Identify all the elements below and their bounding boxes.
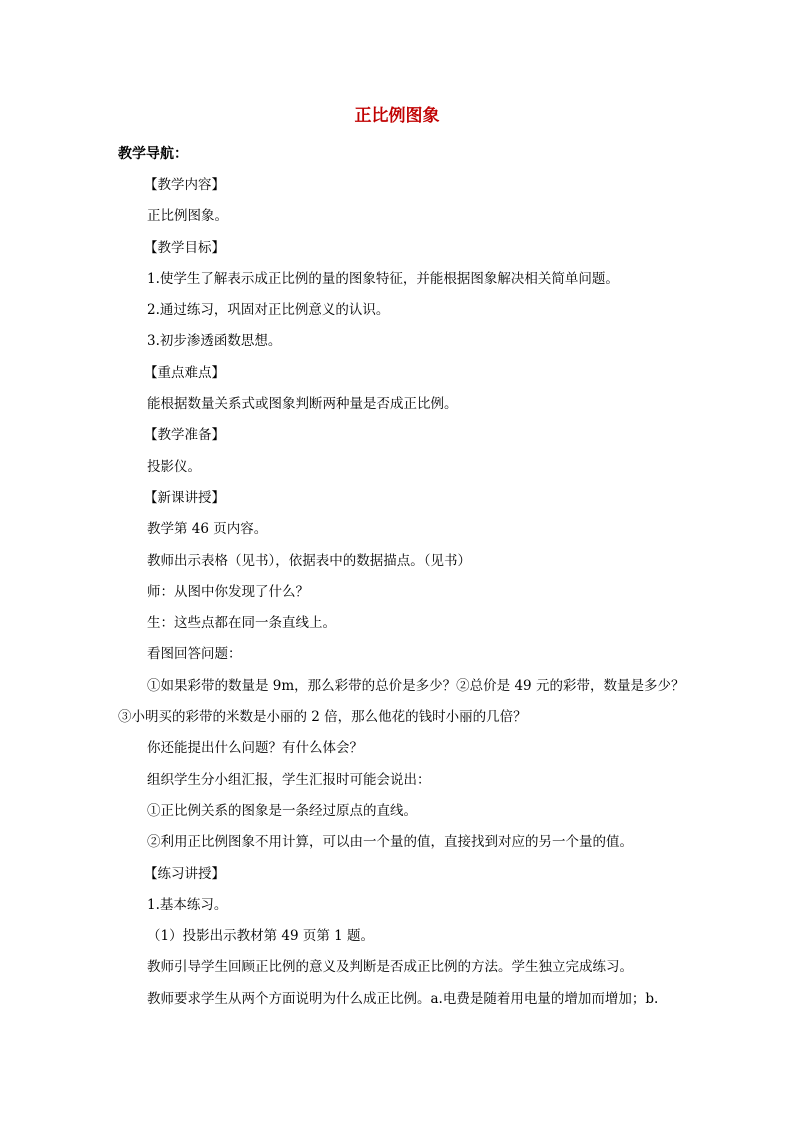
section-heading: 【教学准备】 <box>144 427 225 444</box>
paragraph-line: 组织学生分小组汇报，学生汇报时可能会说出： <box>147 771 431 788</box>
paragraph-line: 正比例图象。 <box>147 208 228 225</box>
paragraph-line: ③小明买的彩带的米数是小丽的 2 倍，那么他花的钱时小丽的几倍？ <box>118 709 527 726</box>
paragraph-line: 能根据数量关系式或图象判断两种量是否成正比例。 <box>147 396 458 413</box>
paragraph-line: 你还能提出什么问题？有什么体会？ <box>147 740 363 757</box>
section-heading: 【练习讲授】 <box>144 865 225 882</box>
paragraph-line: 看图回答问题： <box>147 646 242 663</box>
paragraph-line: 教师引导学生回顾正比例的意义及判断是否成正比例的方法。学生独立完成练习。 <box>147 959 633 976</box>
paragraph-line: ②利用正比例图象不用计算，可以由一个量的值，直接找到对应的另一个量的值。 <box>147 834 633 851</box>
paragraph-line: 投影仪。 <box>147 458 201 475</box>
section-heading: 【教学目标】 <box>144 239 225 256</box>
paragraph-line: ①如果彩带的数量是 9m，那么彩带的总价是多少？②总价是 49 元的彩带，数量是多少？ <box>147 677 685 694</box>
paragraph-line: 1.基本练习。 <box>147 896 228 913</box>
section-heading: 【重点难点】 <box>144 364 225 381</box>
section-heading: 【新课讲授】 <box>144 489 225 506</box>
paragraph-line: 1.使学生了解表示成正比例的量的图象特征，并能根据图象解决相关简单问题。 <box>147 270 619 287</box>
paragraph-line: 教师出示表格（见书），依据表中的数据描点。（见书） <box>147 552 471 569</box>
paragraph-line: （1）投影出示教材第 49 页第 1 题。 <box>147 928 375 945</box>
paragraph-line: 2.通过练习，巩固对正比例意义的认识。 <box>147 302 390 319</box>
paragraph-line: ①正比例关系的图象是一条经过原点的直线。 <box>147 802 417 819</box>
paragraph-line: 教师要求学生从两个方面说明为什么成正比例。a.电费是随着用电量的增加而增加；b. <box>147 990 659 1007</box>
paragraph-line: 生：这些点都在同一条直线上。 <box>147 615 336 632</box>
document-title: 正比例图象 <box>354 106 440 126</box>
document-body <box>0 175 794 1020</box>
paragraph-line: 师：从图中你发现了什么？ <box>147 583 309 600</box>
teaching-guide-heading: 教学导航： <box>118 146 188 162</box>
paragraph-line: 教学第 46 页内容。 <box>147 521 268 538</box>
paragraph-line: 3.初步渗透函数思想。 <box>147 333 282 350</box>
section-heading: 【教学内容】 <box>144 177 225 193</box>
